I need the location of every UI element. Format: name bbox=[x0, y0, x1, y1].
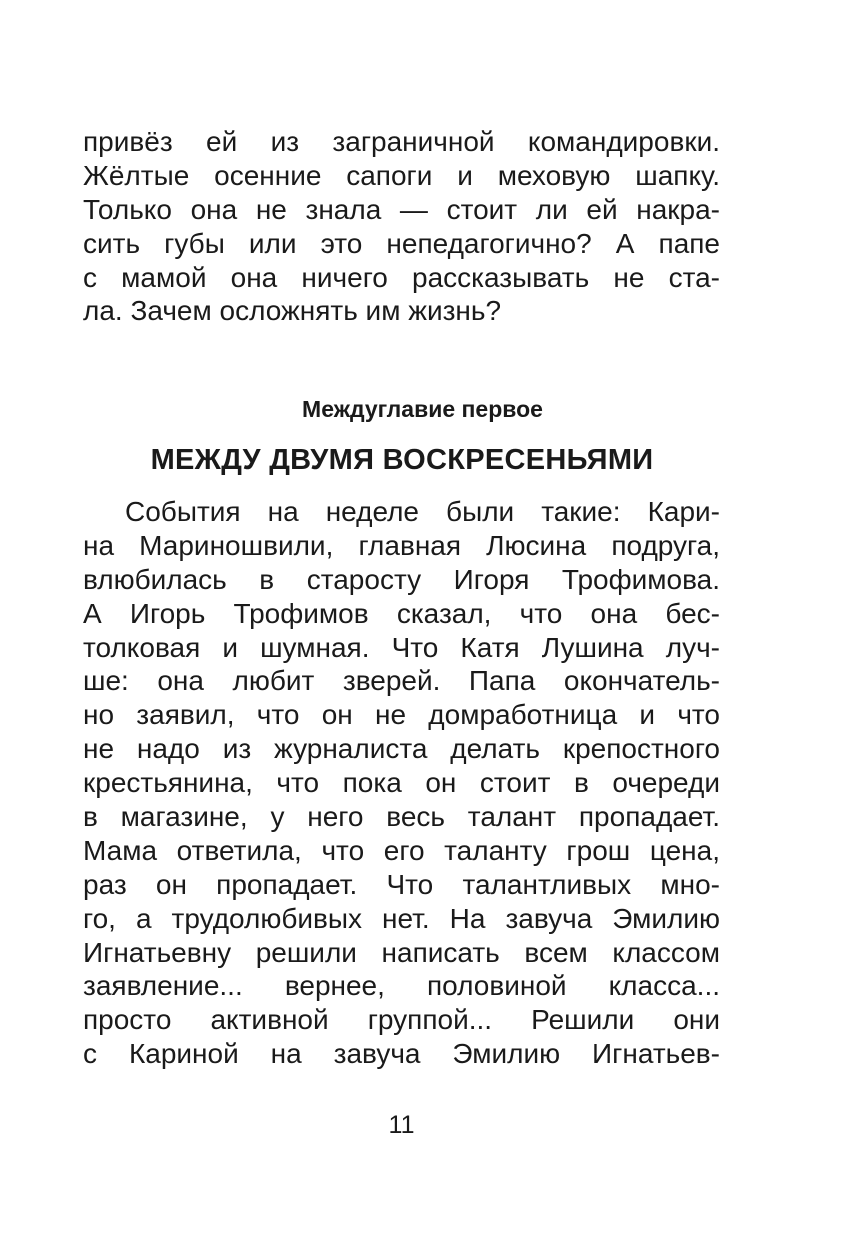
interchapter-label: Междуглавие первое bbox=[302, 396, 543, 422]
text-line: толковая и шумная. Что Катя Лушина луч- bbox=[83, 631, 720, 663]
text-line: Только она не знала — стоит ли ей накра- bbox=[83, 193, 720, 225]
text-line: Игнатьевну решили написать всем классом bbox=[83, 936, 720, 968]
text-line: привёз ей из заграничной командировки. bbox=[83, 126, 720, 157]
chapter-title: МЕЖДУ ДВУМЯ ВОСКРЕСЕНЬЯМИ bbox=[150, 444, 654, 476]
text-line: но заявил, что он не домработница и что bbox=[83, 699, 720, 731]
text-line: влюбилась в старосту Игоря Трофимова. bbox=[83, 563, 720, 595]
text-line: ше: она любит зверей. Папа окончатель- bbox=[83, 665, 720, 697]
text-line: не надо из журналиста делать крепостного bbox=[83, 733, 720, 765]
text-line: заявление... вернее, половиной класса... bbox=[83, 970, 720, 1002]
page-number: 11 bbox=[388, 1111, 415, 1139]
text-line: го, а трудолюбивых нет. На завуча Эмилию bbox=[83, 902, 720, 934]
text-line: События на неделе были такие: Кари- bbox=[125, 496, 720, 527]
text-line: на Мариношвили, главная Люсина подруга, bbox=[83, 529, 720, 561]
text-line: сить губы или это непедагогично? А папе bbox=[83, 227, 720, 259]
text-line: Мама ответила, что его таланту грош цена, bbox=[83, 834, 720, 866]
text-line: крестьянина, что пока он стоит в очереди bbox=[83, 767, 720, 799]
text-line: с Кариной на завуча Эмилию Игнатьев- bbox=[83, 1038, 720, 1070]
text-line: в магазине, у него весь талант пропадает. bbox=[83, 801, 720, 833]
top-paragraph bbox=[83, 125, 720, 328]
text-line: Жёлтые осенние сапоги и меховую шапку. bbox=[83, 159, 720, 191]
text-line: А Игорь Трофимов сказал, что она бес- bbox=[83, 597, 720, 629]
main-paragraph bbox=[83, 495, 720, 1071]
text-line: с мамой она ничего рассказывать не ста- bbox=[83, 261, 720, 293]
text-line: ла. Зачем осложнять им жизнь? bbox=[83, 295, 502, 327]
text-line: просто активной группой... Решили они bbox=[83, 1004, 720, 1036]
text-line: раз он пропадает. Что талантливых мно- bbox=[83, 868, 720, 900]
